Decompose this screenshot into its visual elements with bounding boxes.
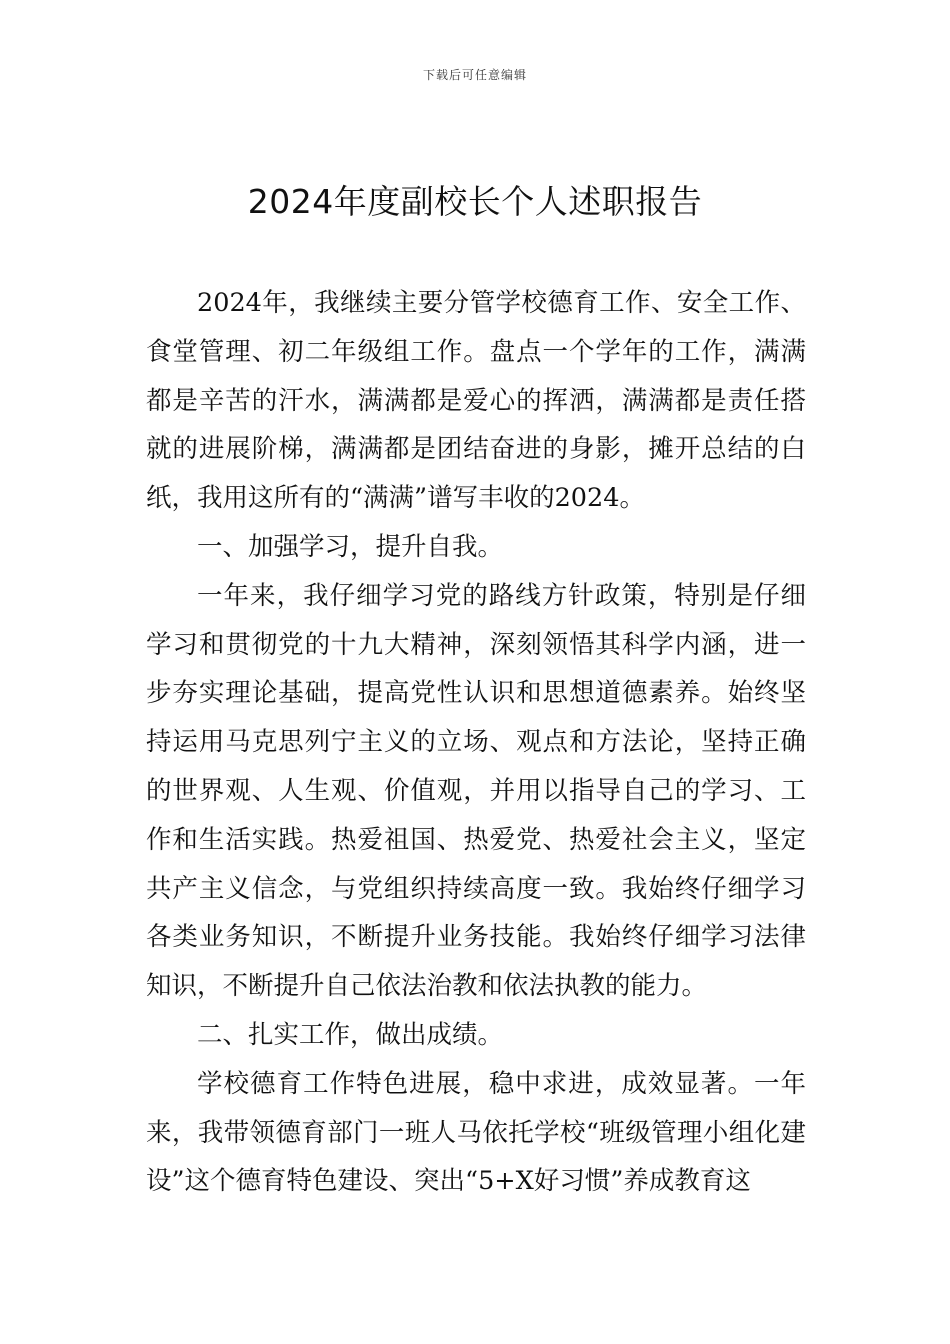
paragraph-intro: 2024年，我继续主要分管学校德育工作、安全工作、食堂管理、初二年级组工作。盘点一个学年的工作，满满都是辛苦的汗水，满满都是爱心的挥洒，满满都是责任搭就的进展阶梯，满满都是团结奋进的身影，摊开总结的白纸，我用这所有的“满满”谱写丰收的2024。 xyxy=(146,288,806,514)
document-body xyxy=(146,279,806,1206)
paragraph-study: 一年来，我仔细学习党的路线方针政策，特别是仔细学习和贯彻党的十九大精神，深刻领悟其科学内涵，进一步夯实理论基础，提高党性认识和思想道德素养。始终坚持运用马克思列宁主义的立场、观点和方法论，坚持正确的世界观、人生观、价值观，并用以指导自己的学习、工作和生活实践。热爱祖国、热爱党、热爱社会主义，坚定共产主义信念，与党组织持续高度一致。我始终仔细学习各类业务知识，不断提升业务技能。我始终仔细学习法律知识，不断提升自己依法治教和依法执教的能力。 xyxy=(146,580,806,1002)
section-heading-2: 二、扎实工作，做出成绩。 xyxy=(197,1019,504,1050)
header-note: 下载后可任意编辑 xyxy=(422,68,527,82)
paragraph-work: 学校德育工作特色进展，稳中求进，成效显著。一年来，我带领德育部门一班人马依托学校“班级管理小组化建设”这个德育特色建设、突出“5+X好习惯”养成教育这 xyxy=(146,1068,806,1197)
section-heading-1: 一、加强学习，提升自我。 xyxy=(197,531,504,562)
document-title: 2024年度副校长个人述职报告 xyxy=(247,182,703,221)
